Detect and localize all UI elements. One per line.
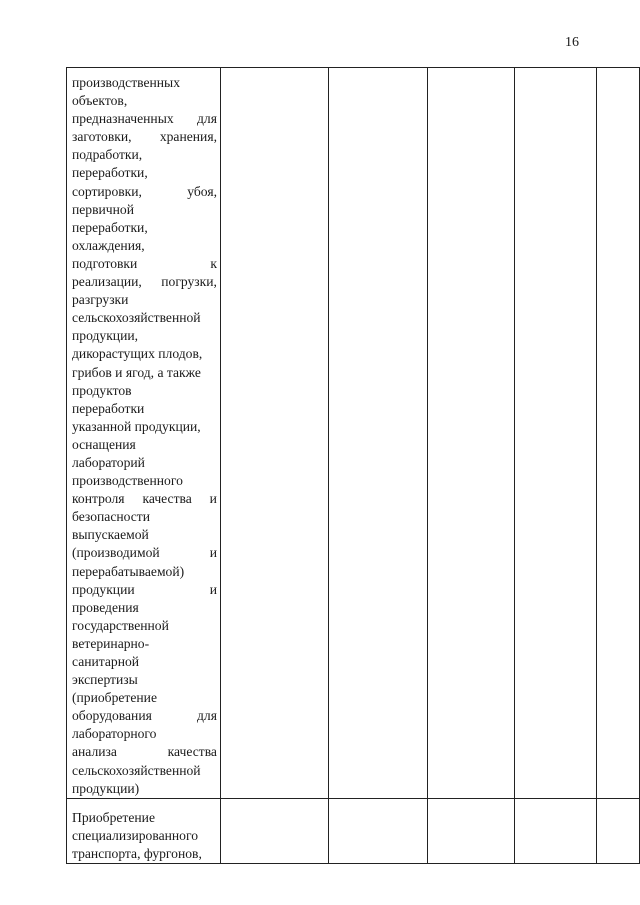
empty-cell — [596, 68, 639, 799]
page-number: 16 — [565, 35, 579, 50]
text-line: сельскохозяйственной — [72, 310, 201, 326]
text-line: лабораторий — [72, 454, 145, 470]
text-line: продукции и — [72, 581, 217, 597]
data-table — [66, 67, 640, 864]
text-line: заготовки, хранения, — [72, 129, 217, 145]
text-line: выпускаемой — [72, 527, 149, 543]
text-line: охлаждения, — [72, 237, 145, 253]
empty-cell — [428, 798, 515, 863]
text-line: экспертизы — [72, 672, 138, 688]
text-line: разгрузки — [72, 292, 129, 308]
empty-cell — [220, 798, 328, 863]
text-line: продуктов — [72, 382, 132, 398]
text-line: подготовки к — [72, 255, 217, 271]
text-line: грибов и ягод, а также — [72, 364, 201, 380]
text-line: проведения — [72, 599, 139, 615]
text-line: переработки, — [72, 219, 148, 235]
text-line: ветеринарно- — [72, 635, 150, 651]
empty-cell — [329, 68, 428, 799]
text-line: Приобретение — [72, 809, 155, 825]
empty-cell — [596, 798, 639, 863]
description-text — [67, 799, 220, 863]
text-line: дикорастущих плодов, — [72, 346, 203, 362]
empty-cell — [220, 68, 328, 799]
description-text — [67, 68, 220, 798]
table-row — [67, 68, 640, 799]
text-line: подработки, — [72, 147, 143, 163]
text-line: переработки, — [72, 165, 148, 181]
text-line: контроля качества и — [72, 491, 217, 507]
text-line: (производимой и — [72, 545, 217, 561]
table-row — [67, 798, 640, 863]
text-line: указанной продукции, — [72, 418, 201, 434]
text-line: продукции, — [72, 328, 139, 344]
empty-cell — [329, 798, 428, 863]
text-line: анализа качества — [72, 744, 217, 760]
text-line: лабораторного — [72, 726, 157, 742]
empty-cell — [514, 68, 596, 799]
text-line: оснащения — [72, 436, 136, 452]
empty-cell — [514, 798, 596, 863]
text-line: государственной — [72, 617, 169, 633]
text-line: сельскохозяйственной — [72, 762, 201, 778]
text-line: санитарной — [72, 654, 140, 669]
text-line: переработки — [72, 400, 145, 416]
text-line: (приобретение — [72, 690, 157, 706]
text-line: безопасности — [72, 509, 151, 525]
text-line: транспорта, фургонов, — [72, 845, 202, 861]
text-line: производственных — [72, 75, 180, 90]
description-cell — [67, 68, 221, 799]
text-line: специализированного — [72, 827, 198, 843]
text-line: предназначенных для — [72, 111, 217, 127]
description-cell — [67, 798, 221, 863]
text-line: сортировки, убоя, — [72, 183, 217, 199]
text-line: оборудования для — [72, 708, 217, 724]
text-line: объектов, — [72, 93, 128, 109]
text-line: перерабатываемой) — [72, 563, 185, 579]
text-line: продукции) — [72, 780, 140, 796]
text-line: реализации, погрузки, — [72, 274, 217, 290]
empty-cell — [428, 68, 515, 799]
text-line: производственного — [72, 473, 183, 489]
text-line: первичной — [72, 201, 134, 217]
